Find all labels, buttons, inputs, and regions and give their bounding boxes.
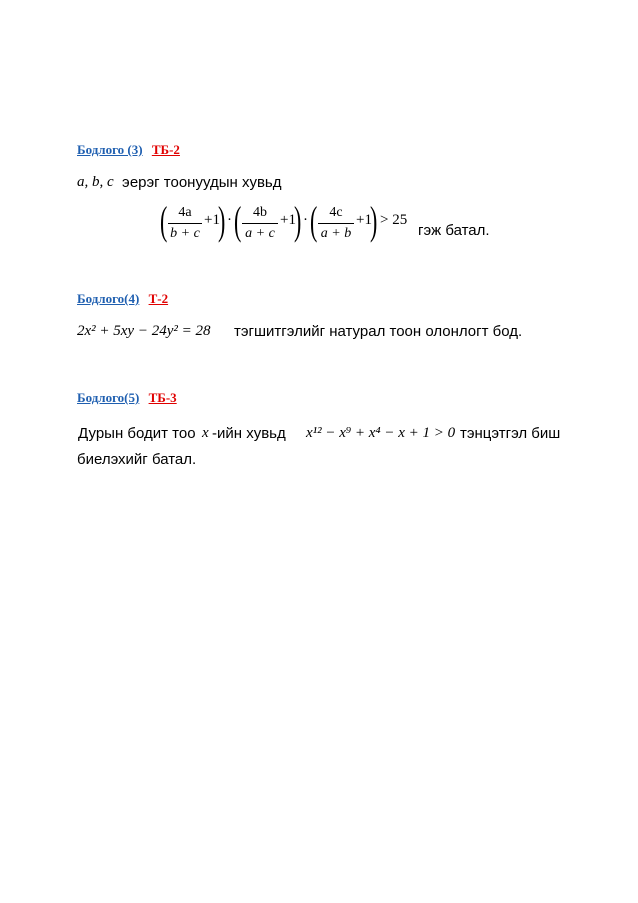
problem5-text-line2: биелэхийг батал.	[77, 451, 197, 468]
fraction-2	[242, 205, 278, 242]
dot-1: ·	[227, 212, 232, 228]
fraction-1-bar	[168, 223, 202, 224]
problem4-level: Т-2	[148, 291, 169, 306]
problem5-level: ТБ-3	[148, 390, 177, 405]
left-paren-2: (	[234, 198, 242, 243]
problem4-header	[77, 291, 168, 307]
fraction-3-bar	[318, 223, 354, 224]
fraction-2-numerator: 4b	[253, 205, 267, 220]
problem3-condition: эерэг тоонуудын хувьд	[122, 174, 282, 191]
problem4-text: тэгшитгэлийг натурал тоон олонлогт бод.	[234, 323, 523, 340]
fraction-1	[168, 205, 202, 242]
problem3-suffix: гэж батал.	[418, 222, 490, 239]
dot-2: ·	[303, 212, 308, 228]
problem5-title[interactable]: Бодлого(5)	[77, 390, 140, 405]
plus-one-2: +1	[280, 212, 296, 228]
right-paren-2: )	[294, 198, 302, 243]
fraction-3	[318, 205, 354, 242]
problem3-variables: a, b, c	[77, 174, 114, 190]
right-paren-1: )	[218, 198, 226, 243]
fraction-1-numerator: 4a	[178, 205, 192, 220]
left-paren-3: (	[310, 198, 318, 243]
problem5-variable: x	[202, 425, 209, 441]
plus-one-1: +1	[204, 212, 220, 228]
problem5-inequality: x¹² − x⁹ + x⁴ − x + 1 > 0	[306, 425, 456, 441]
fraction-1-denominator: b + c	[170, 226, 200, 241]
fraction-3-numerator: 4c	[329, 205, 343, 220]
problem5-header	[77, 390, 177, 406]
problem3-level: ТБ-2	[151, 142, 180, 157]
plus-one-3: +1	[356, 212, 372, 228]
left-paren-1: (	[160, 198, 168, 243]
problem5-text-before: Дурын бодит тоо	[78, 425, 196, 442]
right-paren-3: )	[370, 198, 378, 243]
fraction-2-bar	[242, 223, 278, 224]
problem3-title[interactable]: Бодлого (3)	[77, 142, 143, 157]
problem4-title[interactable]: Бодлого(4)	[77, 291, 140, 306]
fraction-3-denominator: a + b	[320, 226, 352, 241]
problem3-header	[77, 142, 180, 158]
problem5-text-after: тэнцэтгэл биш	[460, 425, 561, 442]
problem4-equation: 2x² + 5xy − 24y² = 28	[77, 323, 211, 339]
fraction-2-denominator: a + c	[245, 226, 275, 241]
problem5-text-mid: -ийн хувьд	[212, 425, 286, 442]
inequality-rhs: > 25	[380, 212, 408, 228]
